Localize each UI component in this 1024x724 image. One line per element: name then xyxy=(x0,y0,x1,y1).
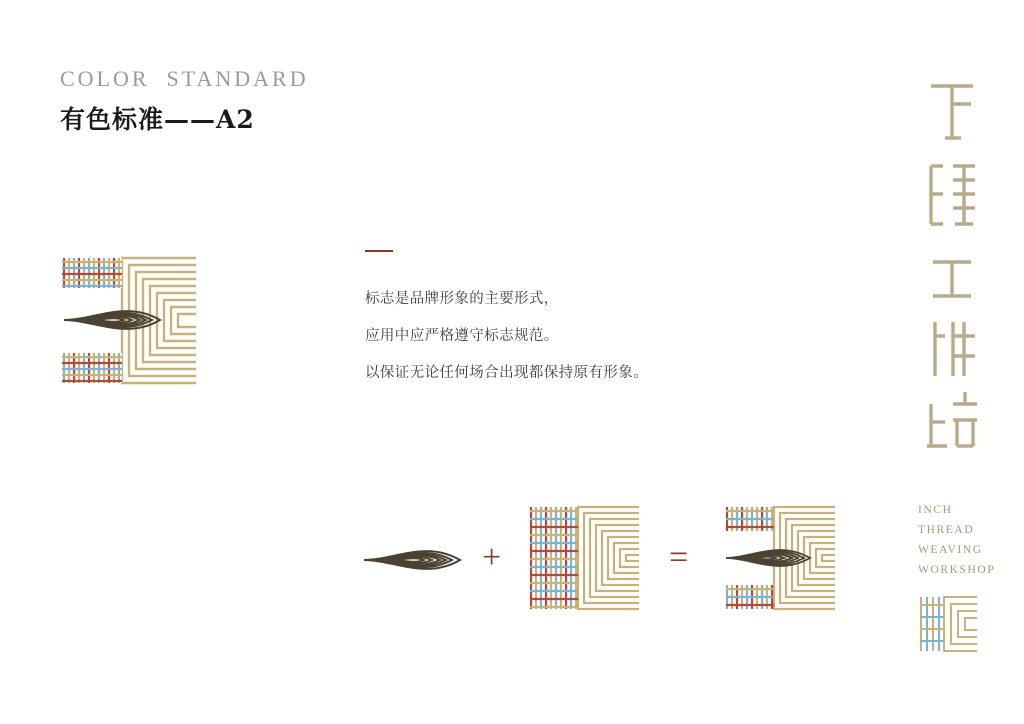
color-pattern-graphic xyxy=(528,505,640,611)
color-pattern xyxy=(528,505,640,611)
description-line-3: 以保证无论任何场合出现都保持原有形象。 xyxy=(365,364,649,381)
description-line-2: 应用中应严格遵守标志规范。 xyxy=(365,327,559,344)
logo-formula xyxy=(362,505,852,615)
plus-operator: + xyxy=(482,539,502,576)
logo-mark-only xyxy=(362,531,462,589)
combined-logo-graphic xyxy=(724,505,836,611)
brand-column xyxy=(916,74,996,653)
primary-logo-graphic xyxy=(60,256,197,385)
brand-en-line-2: THREAD xyxy=(918,524,975,537)
brand-en-line-1: INCH xyxy=(918,504,953,516)
brand-vertical-logotype xyxy=(923,74,981,452)
description-line-1: 标志是品牌形象的主要形式， xyxy=(365,291,559,307)
accent-rule xyxy=(365,250,393,252)
brand-english-name xyxy=(916,500,996,581)
primary-logo xyxy=(60,256,197,385)
brand-mini-mark xyxy=(918,595,978,653)
combined-logo xyxy=(724,505,836,611)
description-block xyxy=(365,250,785,396)
equals-operator: = xyxy=(669,539,689,576)
brand-en-line-3: WEAVING xyxy=(918,544,983,557)
page-title: 有色标准——A2 xyxy=(60,105,255,135)
brand-en-line-4: WORKSHOP xyxy=(918,564,996,577)
logo-mark-graphic xyxy=(362,531,462,589)
page-header xyxy=(60,66,580,136)
page-eyebrow: COLOR STANDARD xyxy=(60,66,309,91)
